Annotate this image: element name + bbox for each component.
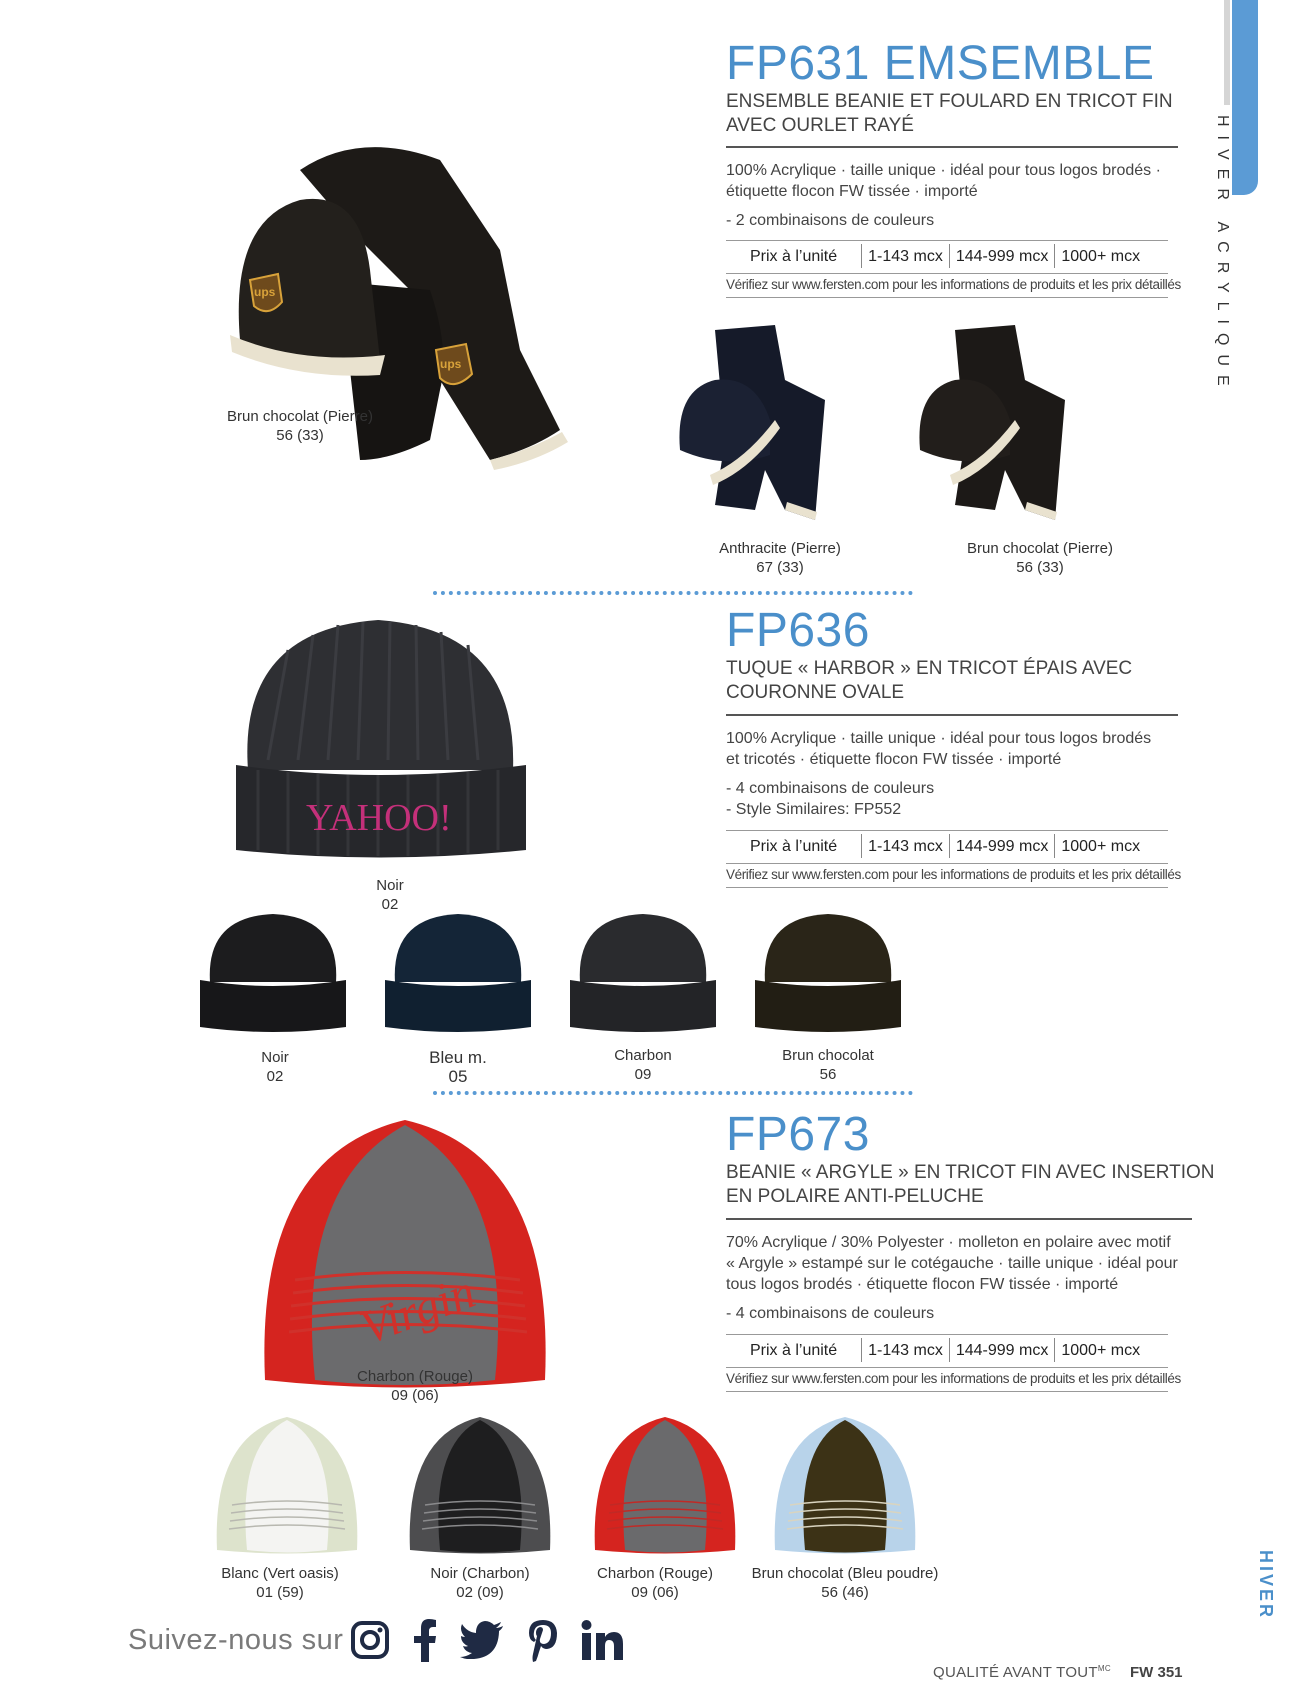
subtitle-line: EN POLAIRE ANTI-PELUCHE xyxy=(726,1186,984,1207)
divider xyxy=(726,714,1178,716)
product-description xyxy=(726,1232,1178,1324)
color-code: 09 (06) xyxy=(391,1387,439,1404)
divider xyxy=(726,146,1178,148)
pinterest-icon[interactable] xyxy=(526,1618,558,1662)
variant-image xyxy=(405,1415,555,1555)
color-count: - 4 combinaisons de couleurs xyxy=(726,780,935,797)
color-code: 09 xyxy=(634,1066,652,1083)
subtitle-line: AVEC OURLET RAYÉ xyxy=(726,115,914,136)
linkedin-icon[interactable] xyxy=(580,1620,624,1660)
price-rule xyxy=(726,1367,1168,1368)
description-line: 100% Acrylique · taille unique · idéal pour tous logos brodés xyxy=(726,730,1152,747)
color-name: Brun chocolat (Pierre) xyxy=(967,540,1113,557)
section-divider xyxy=(433,1091,913,1095)
color-name: Brun chocolat (Pierre) xyxy=(227,408,373,425)
product-subtitle xyxy=(726,90,1173,138)
product-image-main xyxy=(228,610,538,860)
price-tier-3: 1000+ mcx xyxy=(1055,1338,1146,1362)
website-note: Vérifiez sur www.fersten.com pour les informations de produits et les prix détaillés xyxy=(726,277,1181,292)
variant-image xyxy=(590,1415,740,1555)
price-rule xyxy=(726,887,1168,888)
variant-image xyxy=(753,912,903,1032)
virgin-logo: Virgin xyxy=(353,1264,482,1355)
color-name: Brun chocolat (Bleu poudre) xyxy=(751,1565,939,1582)
description-line: 100% Acrylique · taille unique · idéal pour tous logos brodés · xyxy=(726,162,1161,179)
price-tier-3: 1000+ mcx xyxy=(1055,834,1146,858)
social-links xyxy=(350,1618,624,1662)
color-name: Noir xyxy=(376,877,404,894)
follow-us-text: Suivez-nous sur xyxy=(128,1624,344,1656)
facebook-icon[interactable] xyxy=(412,1618,438,1662)
main-caption xyxy=(330,1367,500,1405)
variant-caption xyxy=(580,1564,730,1602)
price-rule xyxy=(726,830,1168,831)
color-code: 56 (46) xyxy=(821,1584,869,1601)
ups-logo: ups xyxy=(254,285,276,299)
section-bottom-label: HIVER xyxy=(1256,1550,1276,1621)
price-rule xyxy=(726,1334,1168,1335)
twitter-icon[interactable] xyxy=(460,1621,504,1659)
divider xyxy=(726,1218,1192,1220)
color-name: Brun chocolat xyxy=(782,1047,874,1064)
description-line: étiquette flocon FW tissée · importé xyxy=(726,183,978,200)
subtitle-line: BEANIE « ARGYLE » EN TRICOT FIN AVEC INSERTION xyxy=(726,1162,1215,1183)
subtitle-line: COURONNE OVALE xyxy=(726,682,905,703)
price-table xyxy=(726,244,1146,268)
price-rule xyxy=(726,1391,1168,1392)
variant-caption xyxy=(205,1564,355,1602)
color-name: Anthracite (Pierre) xyxy=(719,540,841,557)
price-table xyxy=(726,1338,1146,1362)
color-count: - 4 combinaisons de couleurs xyxy=(726,1305,935,1322)
description-line: « Argyle » estampé sur le cotégauche · taille unique · idéal pour xyxy=(726,1255,1178,1272)
description-line: et tricotés · étiquette flocon FW tissée · importé xyxy=(726,751,1062,768)
instagram-icon[interactable] xyxy=(350,1620,390,1660)
color-code: 09 (06) xyxy=(631,1584,679,1601)
variant-caption xyxy=(690,539,870,577)
tagline-text: QUALITÉ AVANT TOUT xyxy=(933,1664,1098,1681)
price-rule xyxy=(726,297,1168,298)
price-rule xyxy=(726,863,1168,864)
product-code: FP636 xyxy=(726,604,870,657)
subtitle-line: TUQUE « HARBOR » EN TRICOT ÉPAIS AVEC xyxy=(726,658,1133,679)
price-tier-1: 1-143 mcx xyxy=(862,1338,950,1362)
price-label: Prix à l’unité xyxy=(750,838,838,855)
section-divider xyxy=(433,591,913,595)
color-name: Noir (Charbon) xyxy=(430,1565,530,1582)
variant-caption xyxy=(405,1564,555,1602)
color-code: 02 xyxy=(381,896,399,913)
subtitle-line: ENSEMBLE BEANIE ET FOULARD EN TRICOT FIN xyxy=(726,91,1173,112)
color-name: Blanc (Vert oasis) xyxy=(221,1565,339,1582)
color-code: 56 xyxy=(819,1066,837,1083)
product-subtitle xyxy=(726,1161,1215,1209)
color-name: Noir xyxy=(261,1049,289,1066)
color-code: 02 xyxy=(266,1068,284,1085)
footer-tagline xyxy=(933,1664,1111,1681)
section-label: HIVER ACRYLIQUE xyxy=(1214,115,1231,395)
price-table xyxy=(726,834,1146,858)
price-rule xyxy=(726,240,1168,241)
product-code: FP631 EMSEMBLE xyxy=(726,37,1155,90)
product-description xyxy=(726,160,1161,231)
description-line: tous logos brodés · étiquette flocon FW tissée · importé xyxy=(726,1276,1119,1293)
variant-image xyxy=(568,912,718,1032)
variant-image xyxy=(770,1415,920,1555)
product-description xyxy=(726,728,1151,820)
price-rule xyxy=(726,273,1168,274)
variant-caption xyxy=(225,1048,325,1086)
price-tier-1: 1-143 mcx xyxy=(862,834,950,858)
color-code: 05 xyxy=(448,1067,468,1086)
price-tier-3: 1000+ mcx xyxy=(1055,244,1146,268)
variant-caption xyxy=(940,539,1140,577)
price-tier-2: 144-999 mcx xyxy=(949,1338,1055,1362)
color-name: Charbon xyxy=(614,1047,672,1064)
section-side-tab xyxy=(1232,0,1258,195)
variant-image xyxy=(212,1415,362,1555)
variant-caption xyxy=(408,1048,508,1086)
variant-image xyxy=(915,320,1095,520)
price-label: Prix à l’unité xyxy=(750,1342,838,1359)
color-code: 02 (09) xyxy=(456,1584,504,1601)
variant-caption xyxy=(735,1564,955,1602)
main-caption xyxy=(190,407,410,445)
color-name: Charbon (Rouge) xyxy=(597,1565,713,1582)
trademark-mark: MC xyxy=(1097,1664,1111,1673)
color-name: Bleu m. xyxy=(429,1048,487,1067)
ups-logo: ups xyxy=(440,357,462,371)
color-code: 01 (59) xyxy=(256,1584,304,1601)
side-tab-stripe xyxy=(1224,0,1230,105)
variant-caption xyxy=(593,1046,693,1084)
main-caption xyxy=(350,876,430,914)
price-tier-1: 1-143 mcx xyxy=(862,244,950,268)
color-code: 67 (33) xyxy=(756,559,804,576)
price-label: Prix à l’unité xyxy=(750,248,838,265)
variant-image xyxy=(198,912,348,1032)
variant-image xyxy=(675,320,855,520)
product-code: FP673 xyxy=(726,1108,870,1161)
color-count: - 2 combinaisons de couleurs xyxy=(726,212,935,229)
product-subtitle xyxy=(726,657,1132,705)
yahoo-logo: YAHOO! xyxy=(306,797,452,839)
color-name: Charbon (Rouge) xyxy=(357,1368,473,1385)
page-number: FW 351 xyxy=(1130,1664,1183,1681)
product-image-main xyxy=(255,1115,555,1390)
price-tier-2: 144-999 mcx xyxy=(949,244,1055,268)
similar-styles: - Style Similaires: FP552 xyxy=(726,801,902,818)
price-tier-2: 144-999 mcx xyxy=(949,834,1055,858)
color-code: 56 (33) xyxy=(276,427,324,444)
variant-caption xyxy=(768,1046,888,1084)
color-code: 56 (33) xyxy=(1016,559,1064,576)
website-note: Vérifiez sur www.fersten.com pour les informations de produits et les prix détaillés xyxy=(726,1371,1181,1386)
description-line: 70% Acrylique / 30% Polyester · molleton en polaire avec motif xyxy=(726,1234,1171,1251)
website-note: Vérifiez sur www.fersten.com pour les informations de produits et les prix détaillés xyxy=(726,867,1181,882)
variant-image xyxy=(383,912,533,1032)
